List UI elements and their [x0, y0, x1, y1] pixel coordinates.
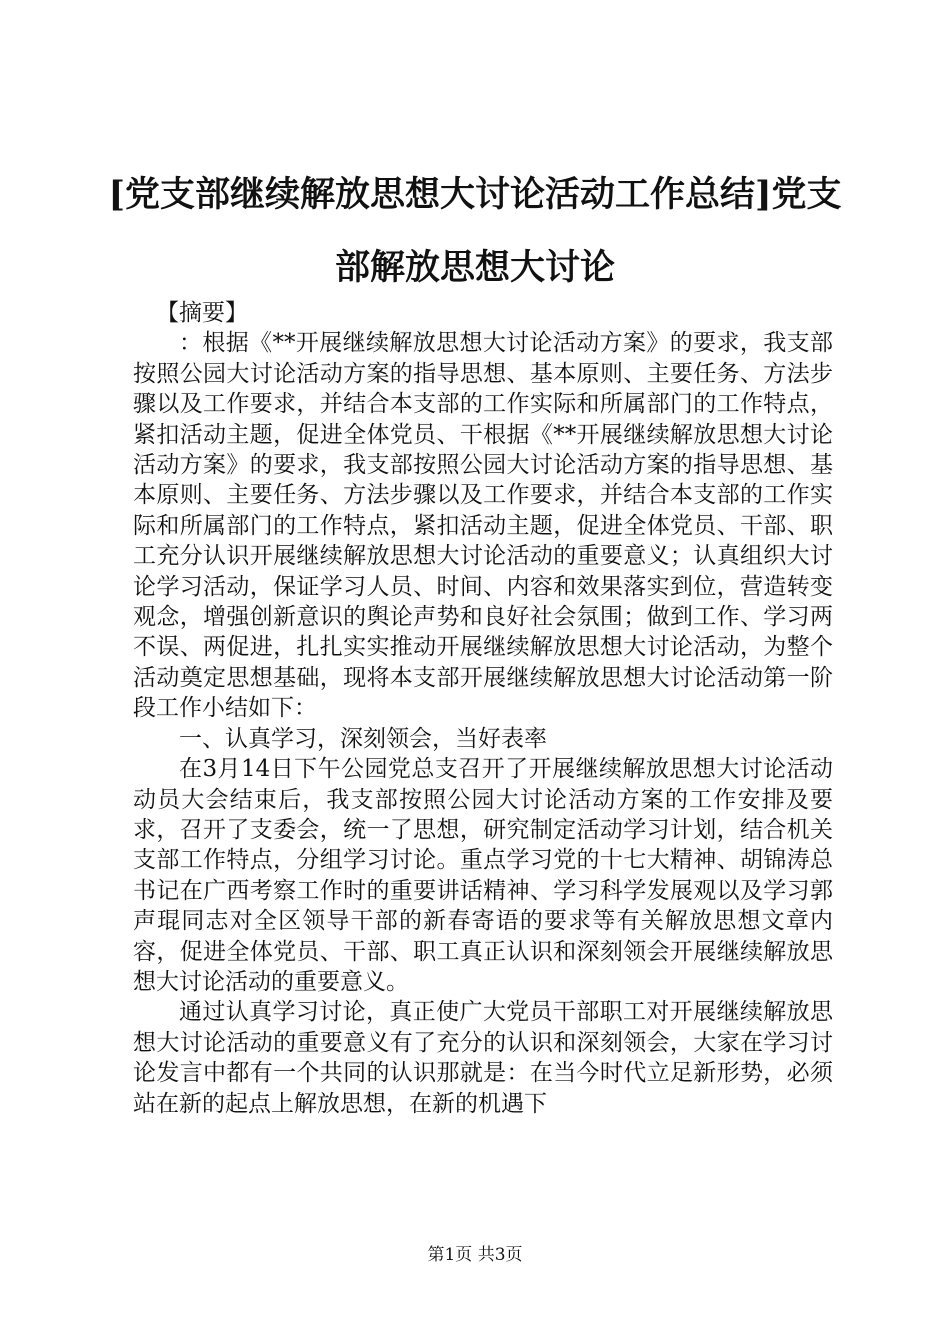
section-heading: 一、认真学习，深刻领会，当好表率 [179, 725, 547, 752]
paragraph-abstract: ：根据《**开展继续解放思想大讨论活动方案》的要求，我支部按照公园大讨论活动方案的指导思想、基本原则、主要任务、方法步骤以及工作要求，并结合本支部的工作实际和所属部门的工作特点，紧扣活动主题，促进全体党员、干根据《**开展继续解放思想大讨论活动方案》的要求，我支部按照公园大讨论活动方案的指导思想、基本原则、主要任务、方法步骤以及工作要求，并结合本支部的工作实际和所属部门的工作特点，紧扣活动主题，促进全体党员、干部、职工充分认识开展继续解放思想大讨论活动的重要意义；认真组织大讨论学习活动，保证学习人员、时间、内容和效果落实到位，营造转变观念，增强创新意识的舆论声势和良好社会氛围；做到工作、学习两不误、两促进，扎扎实实推动开展继续解放思想大讨论活动，为整个活动奠定思想基础，现将本支部开展继续解放思想大讨论活动第一阶段工作小结如下： [133, 330, 833, 722]
document-title: [党支部继续解放思想大讨论活动工作总结]党支部解放思想大讨论 [108, 174, 842, 288]
document-body [133, 298, 833, 1119]
abstract-label: 【摘要】 [156, 300, 248, 326]
paragraph: 通过认真学习讨论，真正使广大党员干部职工对开展继续解放思想大讨论活动的重要意义有了充分的认识和深刻领会，大家在学习讨论发言中都有一个共同的认识那就是：在当今时代立足新形势，必须站在新的起点上解放思想，在新的机遇下 [133, 999, 833, 1117]
paragraph: 在3月14日下午公园党总支召开了开展继续解放思想大讨论活动动员大会结束后，我支部按照公园大讨论活动方案的工作安排及要求，召开了支委会，统一了思想，研究制定活动学习计划，结合机关支部工作特点，分组学习讨论。重点学习党的十七大精神、胡锦涛总书记在广西考察工作时的重要讲话精神、学习科学发展观以及学习郭声琨同志对全区领导干部的新春寄语的要求等有关解放思想文章内容，促进全体党员、干部、职工真正认识和深刻领会开展继续解放思想大讨论活动的重要意义。 [133, 756, 833, 995]
page-footer: 第1页 共3页 [427, 1245, 523, 1265]
